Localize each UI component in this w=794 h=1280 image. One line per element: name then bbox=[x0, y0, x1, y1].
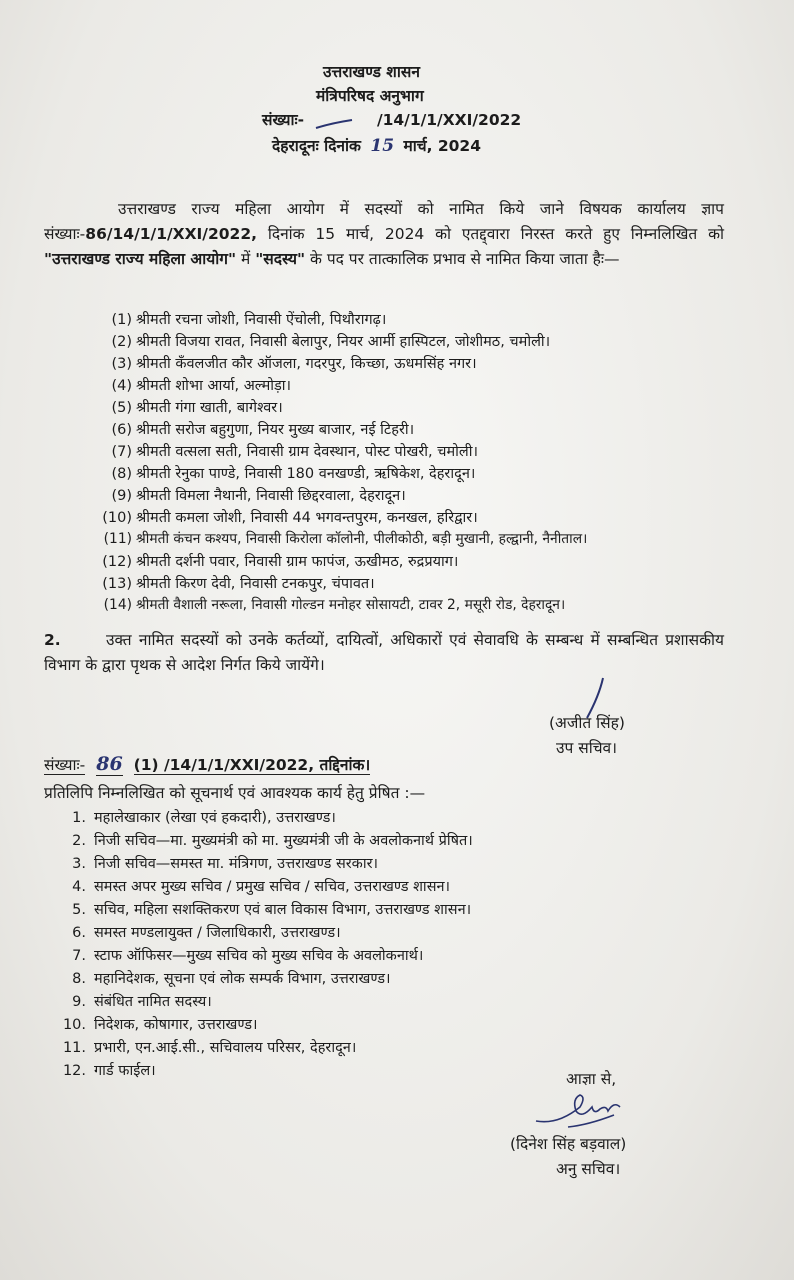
member-number: (8) bbox=[111, 466, 132, 482]
list-text: गार्ड फाईल। bbox=[94, 1063, 156, 1079]
list-item bbox=[52, 991, 212, 1011]
order-paragraph-1 bbox=[44, 197, 724, 272]
member-item bbox=[100, 375, 291, 395]
member-text: श्रीमती कंचन कश्यप, निवासी किरोला कॉलोनी, पीलीकोठी, बड़ी मुखानी, हल्द्वानी, नैनीताल। bbox=[136, 531, 588, 547]
para1-reference: 86/14/1/1/XXI/2022, bbox=[85, 225, 257, 243]
member-number: (13) bbox=[102, 576, 132, 592]
pen-stroke-icon bbox=[312, 117, 372, 131]
member-number: (12) bbox=[102, 554, 132, 570]
list-number: 9. bbox=[72, 994, 86, 1010]
list-number: 8. bbox=[72, 971, 86, 987]
member-text: श्रीमती वत्सला सती, निवासी ग्राम देवस्थान, पोस्ट पोखरी, चमोली। bbox=[136, 444, 478, 460]
section-title: मंत्रिपरिषद अनुभाग bbox=[316, 87, 424, 105]
order-paragraph-2 bbox=[44, 628, 724, 678]
list-item bbox=[52, 807, 336, 827]
paragraph-number: 2. bbox=[44, 631, 61, 649]
member-text: श्रीमती किरण देवी, निवासी टनकपुर, चंपावत। bbox=[136, 576, 375, 592]
member-text: श्रीमती विमला नैथानी, निवासी छिद्दरवाला, देहरादून। bbox=[136, 488, 406, 504]
member-text: श्रीमती रेनुका पाण्डे, निवासी 180 वनखण्डी, ऋषिकेश, देहरादून। bbox=[136, 466, 476, 482]
list-text: स्टाफ ऑफिसर—मुख्य सचिव को मुख्य सचिव के अवलोकनार्थ। bbox=[94, 948, 424, 964]
order-number-prefix: संख्याः- bbox=[262, 111, 305, 129]
signatory-designation: उप सचिव। bbox=[556, 739, 618, 757]
member-number: (1) bbox=[111, 312, 132, 328]
list-text: समस्त मण्डलायुक्त / जिलाधिकारी, उत्तराखण्ड। bbox=[94, 925, 341, 941]
list-item bbox=[52, 968, 391, 988]
member-item bbox=[100, 595, 565, 614]
list-number: 3. bbox=[72, 856, 86, 872]
list-item bbox=[52, 1014, 257, 1034]
copy-number-handwritten: 86 bbox=[96, 753, 123, 775]
list-number: 7. bbox=[72, 948, 86, 964]
order-number bbox=[262, 108, 521, 130]
order-date bbox=[272, 134, 481, 156]
list-text: महानिदेशक, सूचना एवं लोक सम्पर्क विभाग, उत्तराखण्ड। bbox=[94, 971, 391, 987]
list-text: निदेशक, कोषागार, उत्तराखण्ड। bbox=[94, 1017, 258, 1033]
member-text: श्रीमती शोभा आर्या, अल्मोड़ा। bbox=[136, 378, 292, 394]
member-text: श्रीमती दर्शनी पवार, निवासी ग्राम फापंज, ऊखीमठ, रुद्रप्रयाग। bbox=[136, 554, 459, 570]
member-text: श्रीमती कँवलजीत कौर ऑजला, गदरपुर, किच्छा, ऊधमसिंह नगर। bbox=[136, 356, 477, 372]
member-text: श्रीमती गंगा खाती, बागेश्वर। bbox=[136, 400, 283, 416]
copy-number-prefix: संख्याः- bbox=[44, 756, 86, 774]
order-date-prefix: देहरादूनः दिनांक bbox=[272, 137, 361, 155]
member-number: (11) bbox=[103, 531, 132, 547]
list-item bbox=[52, 830, 473, 850]
list-text: समस्त अपर मुख्य सचिव / प्रमुख सचिव / सचिव, उत्तराखण्ड शासन। bbox=[94, 879, 451, 895]
member-item bbox=[100, 507, 478, 527]
list-number: 1. bbox=[72, 810, 86, 826]
signatory-name: (अजीत सिंह) bbox=[549, 714, 625, 732]
list-item bbox=[52, 922, 341, 942]
by-order-text: आज्ञा से, bbox=[566, 1070, 617, 1088]
member-item bbox=[100, 353, 477, 373]
member-item bbox=[100, 441, 478, 461]
list-number: 2. bbox=[72, 833, 86, 849]
list-item bbox=[52, 1060, 156, 1080]
list-text: सचिव, महिला सशक्तिकरण एवं बाल विकास विभाग, उत्तराखण्ड शासन। bbox=[94, 902, 472, 918]
member-text: श्रीमती रचना जोशी, निवासी ऐंचोली, पिथौरागढ़। bbox=[136, 312, 387, 328]
list-number: 6. bbox=[72, 925, 86, 941]
department-title: उत्तराखण्ड शासन bbox=[323, 63, 420, 81]
list-text: महालेखाकार (लेखा एवं हकदारी), उत्तराखण्ड। bbox=[94, 810, 336, 826]
member-item bbox=[100, 419, 414, 439]
list-item bbox=[52, 876, 450, 896]
order-number-suffix: /14/1/1/XXI/2022 bbox=[376, 111, 522, 129]
order-date-suffix: मार्च, 2024 bbox=[403, 137, 481, 155]
member-number: (5) bbox=[111, 400, 132, 416]
member-number: (14) bbox=[103, 597, 132, 613]
signatory-2-designation: अनु सचिव। bbox=[556, 1160, 621, 1178]
member-number: (7) bbox=[111, 444, 132, 460]
handwritten-signature-icon bbox=[528, 1085, 638, 1135]
para1-text-a: उत्तराखण्ड राज्य महिला आयोग में सदस्यों को नामित किये जाने विषयक कार्यालय ज्ञाप संख्याः- bbox=[44, 200, 724, 243]
member-item bbox=[100, 485, 406, 505]
para1-commission-name: "उत्तराखण्ड राज्य महिला आयोग" bbox=[44, 250, 237, 268]
list-item bbox=[52, 1037, 356, 1057]
paragraph-text: उक्त नामित सदस्यों को उनके कर्तव्यों, दायित्वों, अधिकारों एवं सेवावधि के सम्बन्ध में सम्बन्धित प्रशासकीय विभाग के द्वारा पृथक से आदेश निर्गत किये जायेंगे। bbox=[44, 631, 724, 674]
member-item bbox=[100, 573, 375, 593]
para1-post-name: "सदस्य" bbox=[255, 250, 306, 268]
member-item bbox=[100, 309, 386, 329]
copy-intro: प्रतिलिपि निम्नलिखित को सूचनार्थ एवं आवश्यक कार्य हेतु प्रेषित :— bbox=[44, 784, 426, 802]
member-number: (10) bbox=[102, 510, 132, 526]
list-number: 12. bbox=[62, 1063, 86, 1079]
list-text: संबंधित नामित सदस्य। bbox=[94, 994, 212, 1010]
list-number: 10. bbox=[62, 1017, 86, 1033]
member-item bbox=[100, 397, 283, 417]
list-text: निजी सचिव—समस्त मा. मंत्रिगण, उत्तराखण्ड सरकार। bbox=[94, 856, 378, 872]
member-text: श्रीमती वैशाली नरूला, निवासी गोल्डन मनोहर सोसायटी, टावर 2, मसूरी रोड, देहरादून। bbox=[136, 597, 566, 613]
list-number: 4. bbox=[72, 879, 86, 895]
list-item bbox=[52, 899, 471, 919]
order-date-day: 15 bbox=[370, 136, 395, 156]
member-item bbox=[100, 551, 458, 571]
list-item bbox=[52, 945, 423, 965]
member-number: (9) bbox=[111, 488, 132, 504]
member-number: (2) bbox=[111, 334, 132, 350]
list-text: प्रभारी, एन.आई.सी., सचिवालय परिसर, देहरादून। bbox=[94, 1040, 357, 1056]
member-text: श्रीमती सरोज बहुगुणा, नियर मुख्य बाजार, नई टिहरी। bbox=[136, 422, 415, 438]
copy-number bbox=[44, 753, 370, 775]
list-item bbox=[52, 853, 378, 873]
member-text: श्रीमती विजया रावत, निवासी बेलापुर, नियर आर्मी हास्पिटल, जोशीमठ, चमोली। bbox=[136, 334, 551, 350]
copy-number-suffix: (1) /14/1/1/XXI/2022, तद्दिनांक। bbox=[133, 756, 371, 774]
member-item bbox=[100, 529, 587, 548]
member-number: (3) bbox=[111, 356, 132, 372]
list-number: 11. bbox=[62, 1040, 86, 1056]
member-item bbox=[100, 331, 550, 351]
list-number: 5. bbox=[72, 902, 86, 918]
member-number: (6) bbox=[111, 422, 132, 438]
member-text: श्रीमती कमला जोशी, निवासी 44 भगवन्तपुरम, कनखल, हरिद्वार। bbox=[136, 510, 478, 526]
list-text: निजी सचिव—मा. मुख्यमंत्री को मा. मुख्यमंत्री जी के अवलोकनार्थ प्रेषित। bbox=[94, 833, 473, 849]
para1-text-c: में bbox=[236, 250, 256, 268]
para1-text-b: दिनांक 15 मार्च, 2024 को एतद्द्वारा निरस्त करते हुए निम्नलिखित को bbox=[257, 225, 724, 243]
member-item bbox=[100, 463, 475, 483]
member-number: (4) bbox=[111, 378, 132, 394]
para1-text-d: के पद पर तात्कालिक प्रभाव से नामित किया जाता हैः— bbox=[305, 250, 620, 268]
signatory-2-name: (दिनेश सिंह बड़वाल) bbox=[510, 1135, 627, 1153]
